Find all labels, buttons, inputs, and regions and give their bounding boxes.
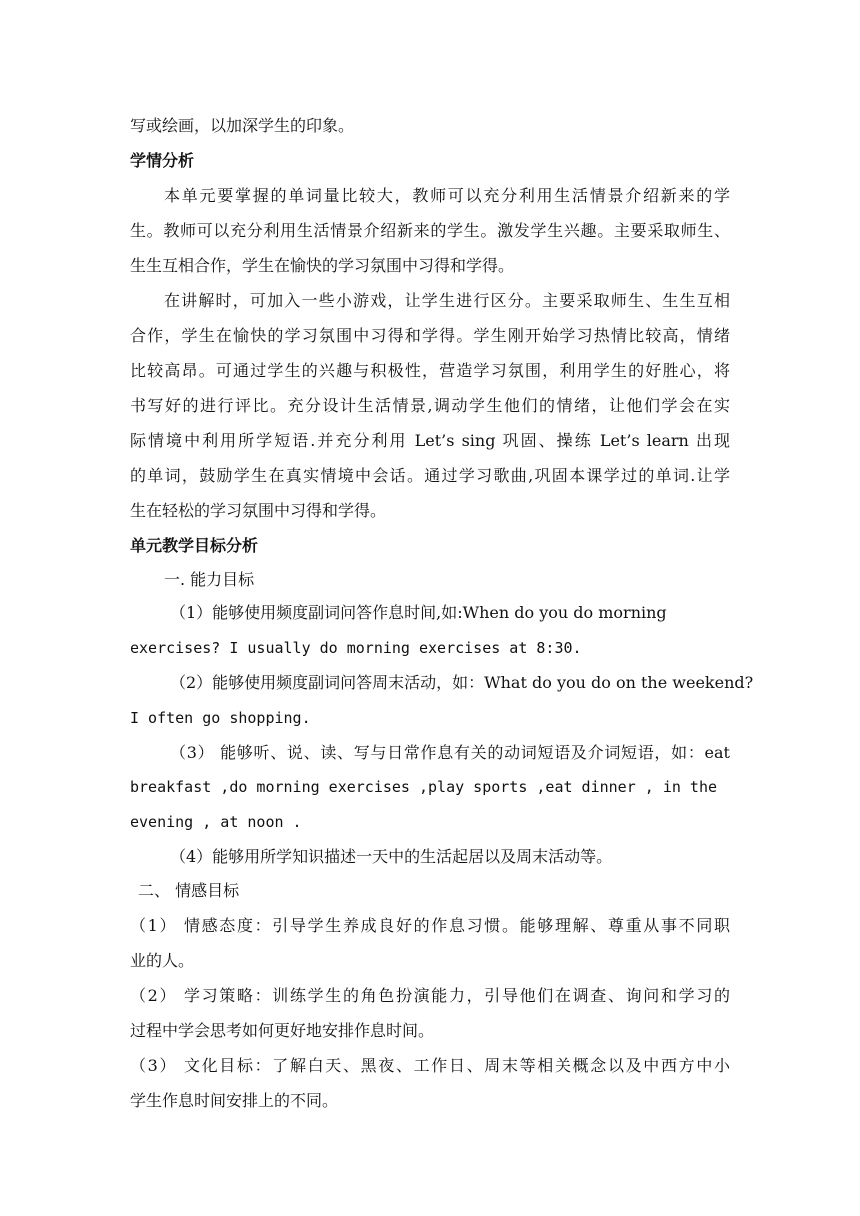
ability-item-line: breakfast ,do morning exercises ,play sports ,eat dinner , in the (130, 778, 717, 796)
paragraph-line: 书写好的进行评比。充分设计生活情景,调动学生他们的情绪，让他们学会在实 (130, 396, 730, 415)
subsection-title-emotion: 二、 情感目标 (138, 881, 240, 900)
ability-item-line: I often go shopping. (130, 709, 311, 727)
ability-item-line: （3） 能够听、说、读、写与日常作息有关的动词短语及介词短语，如：eat (170, 743, 730, 762)
paragraph-line: 本单元要掌握的单词量比较大，教师可以充分利用生活情景介绍新来的学 (164, 186, 730, 205)
ability-item-line: （4）能够用所学知识描述一天中的生活起居以及周末活动等。 (170, 847, 613, 866)
emotion-item-line: （3） 文化目标：了解白天、黑夜、工作日、周末等相关概念以及中西方中小 (130, 1056, 730, 1075)
ability-item-line: （2）能够使用频度副词问答周末活动，如：What do you do on the weekend? (170, 673, 754, 692)
paragraph-line: 比较高昂。可通过学生的兴趣与积极性，营造学习氛围，利用学生的好胜心，将 (130, 361, 730, 380)
paragraph-line: 际情境中利用所学短语.并充分利用 Let’s sing 巩固、操练 Let’s learn 出现 (130, 431, 730, 450)
subsection-title-ability: 一. 能力目标 (164, 570, 255, 589)
ability-item-line: exercises? I usually do morning exercises at 8:30. (130, 639, 582, 657)
paragraph-line: 生生互相合作，学生在愉快的学习氛围中习得和学得。 (130, 256, 515, 275)
paragraph-line: 生。教师可以充分利用生活情景介绍新来的学生。激发学生兴趣。主要采取师生、 (130, 221, 730, 240)
paragraph-line: 生在轻松的学习氛围中习得和学得。 (130, 501, 387, 520)
paragraph-line: 合作，学生在愉快的学习氛围中习得和学得。学生刚开始学习热情比较高，情绪 (130, 326, 730, 345)
emotion-item-line: 业的人。 (130, 951, 195, 970)
intro-tail: 写或绘画，以加深学生的印象。 (130, 116, 355, 135)
section-heading-learning: 学情分析 (130, 151, 195, 170)
emotion-item-line: （1） 情感态度：引导学生养成良好的作息习惯。能够理解、尊重从事不同职 (130, 916, 730, 935)
ability-item-line: （1）能够使用频度副词问答作息时间,如:When do you do morning (170, 603, 667, 622)
section-heading-goals: 单元教学目标分析 (130, 536, 259, 555)
paragraph-line: 的单词，鼓励学生在真实情境中会话。通过学习歌曲,巩固本课学过的单词.让学 (130, 466, 730, 485)
paragraph-line: 在讲解时，可加入一些小游戏，让学生进行区分。主要采取师生、生生互相 (164, 291, 730, 310)
emotion-item-line: 过程中学会思考如何更好地安排作息时间。 (130, 1021, 435, 1040)
emotion-item-line: 学生作息时间安排上的不同。 (130, 1091, 339, 1110)
emotion-item-line: （2） 学习策略：训练学生的角色扮演能力，引导他们在调查、询问和学习的 (130, 986, 730, 1005)
ability-item-line: evening , at noon . (130, 813, 302, 831)
